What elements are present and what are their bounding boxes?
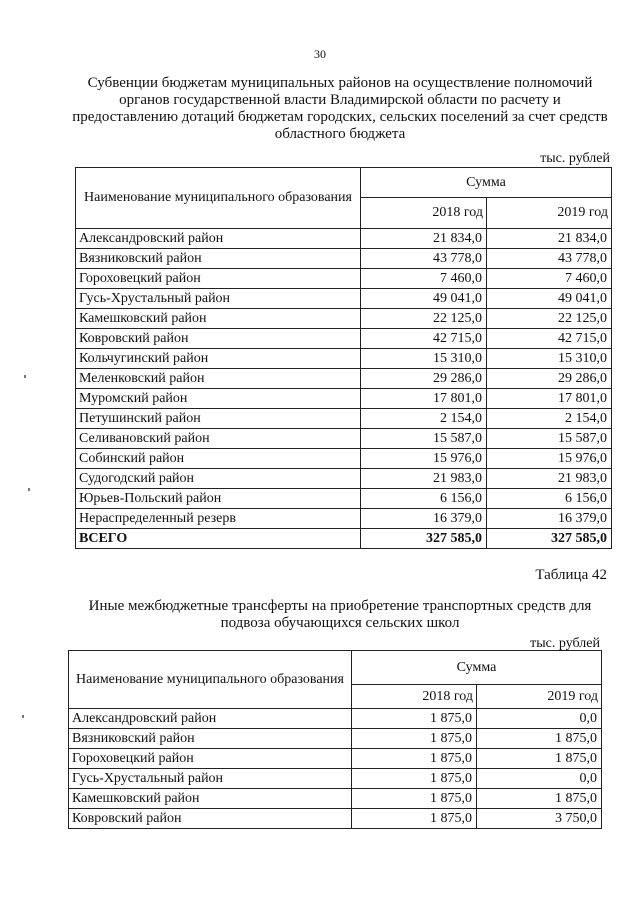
row-2019-cell: 3 750,0 xyxy=(477,809,602,829)
row-2019-cell: 16 379,0 xyxy=(487,509,612,529)
row-name-cell: Нераспределенный резерв xyxy=(76,509,361,529)
row-name-cell: Александровский район xyxy=(69,709,352,729)
row-2019-cell: 1 875,0 xyxy=(477,729,602,749)
table-row xyxy=(76,449,612,469)
row-2018-cell: 1 875,0 xyxy=(352,709,477,729)
table-row xyxy=(76,469,612,489)
row-2019-cell: 15 587,0 xyxy=(487,429,612,449)
row-2018-cell: 21 983,0 xyxy=(361,469,487,489)
row-2018-cell: 1 875,0 xyxy=(352,789,477,809)
row-2019-cell: 1 875,0 xyxy=(477,749,602,769)
row-name-cell: Камешковский район xyxy=(76,309,361,329)
row-name-cell: Александровский район xyxy=(76,229,361,249)
row-name-cell: Гороховецкий район xyxy=(76,269,361,289)
table2-sum-header: Сумма xyxy=(352,651,602,685)
row-name-cell: Гусь-Хрустальный район xyxy=(69,769,352,789)
row-name-cell: Ковровский район xyxy=(69,809,352,829)
row-2018-cell: 22 125,0 xyxy=(361,309,487,329)
row-2018-cell: 15 587,0 xyxy=(361,429,487,449)
row-name-cell: Муромский район xyxy=(76,389,361,409)
row-2018-cell: 1 875,0 xyxy=(352,749,477,769)
row-2019-cell: 42 715,0 xyxy=(487,329,612,349)
row-2018-cell: 16 379,0 xyxy=(361,509,487,529)
row-2019-cell: 0,0 xyxy=(477,769,602,789)
row-2018-cell: 1 875,0 xyxy=(352,809,477,829)
table2-body xyxy=(69,709,602,829)
table-row xyxy=(76,249,612,269)
row-2019-cell: 15 976,0 xyxy=(487,449,612,469)
total-row xyxy=(76,529,612,549)
table-row xyxy=(76,429,612,449)
table-row xyxy=(76,289,612,309)
row-name-cell: Вязниковский район xyxy=(76,249,361,269)
table-row xyxy=(69,709,602,729)
table-row xyxy=(69,749,602,769)
table1-title: Субвенции бюджетам муниципальных районов на осуществление полномочий органов государственной власти Владимирской области по расчету и предоставлению дотаций бюджетам городских, сельских поселений за счет средств областного бюджета xyxy=(72,75,608,142)
row-2019-cell: 49 041,0 xyxy=(487,289,612,309)
row-name-cell: Селивановский район xyxy=(76,429,361,449)
row-name-cell: Гороховецкий район xyxy=(69,749,352,769)
row-2018-cell: 7 460,0 xyxy=(361,269,487,289)
row-2018-cell: 29 286,0 xyxy=(361,369,487,389)
row-2018-cell: 327 585,0 xyxy=(361,529,487,549)
row-2018-cell: 6 156,0 xyxy=(361,489,487,509)
row-2018-cell: 43 778,0 xyxy=(361,249,487,269)
scan-mark xyxy=(24,375,26,378)
row-name-cell: Меленковский район xyxy=(76,369,361,389)
table-row xyxy=(76,329,612,349)
row-name-cell: Ковровский район xyxy=(76,329,361,349)
row-2019-cell: 1 875,0 xyxy=(477,789,602,809)
row-2018-cell: 49 041,0 xyxy=(361,289,487,309)
row-name-cell: Судогодский район xyxy=(76,469,361,489)
row-name-cell: Юрьев-Польский район xyxy=(76,489,361,509)
table-row xyxy=(69,809,602,829)
row-2019-cell: 21 834,0 xyxy=(487,229,612,249)
row-2018-cell: 21 834,0 xyxy=(361,229,487,249)
table1-year2-header: 2019 год xyxy=(487,198,612,229)
table-row xyxy=(76,349,612,369)
row-2018-cell: 1 875,0 xyxy=(352,769,477,789)
row-2018-cell: 2 154,0 xyxy=(361,409,487,429)
row-2019-cell: 7 460,0 xyxy=(487,269,612,289)
table-row xyxy=(76,389,612,409)
row-2018-cell: 42 715,0 xyxy=(361,329,487,349)
row-2019-cell: 17 801,0 xyxy=(487,389,612,409)
row-name-cell: ВСЕГО xyxy=(76,529,361,549)
table-row xyxy=(76,229,612,249)
scan-mark xyxy=(22,715,24,718)
table-row xyxy=(76,369,612,389)
table2-name-header: Наименование муниципального образования xyxy=(69,651,352,709)
row-name-cell: Гусь-Хрустальный район xyxy=(76,289,361,309)
table1-sum-header: Сумма xyxy=(361,168,612,198)
row-2018-cell: 17 801,0 xyxy=(361,389,487,409)
row-2019-cell: 327 585,0 xyxy=(487,529,612,549)
row-name-cell: Вязниковский район xyxy=(69,729,352,749)
row-2019-cell: 6 156,0 xyxy=(487,489,612,509)
row-2018-cell: 15 976,0 xyxy=(361,449,487,469)
scan-mark xyxy=(28,488,30,491)
row-2018-cell: 15 310,0 xyxy=(361,349,487,369)
table-row xyxy=(69,769,602,789)
row-name-cell: Кольчугинский район xyxy=(76,349,361,369)
row-name-cell: Петушинский район xyxy=(76,409,361,429)
table1 xyxy=(75,167,612,549)
table-row xyxy=(76,509,612,529)
row-2019-cell: 29 286,0 xyxy=(487,369,612,389)
table-row xyxy=(76,409,612,429)
table2-title: Иные межбюджетные трансферты на приобретение транспортных средств для подвоза обучающихся сельских школ xyxy=(88,598,592,631)
table2-year2-header: 2019 год xyxy=(477,685,602,709)
table2-number: Таблица 42 xyxy=(535,567,607,583)
row-name-cell: Собинский район xyxy=(76,449,361,469)
row-2019-cell: 0,0 xyxy=(477,709,602,729)
table2-units: тыс. рублей xyxy=(530,636,600,651)
table-row xyxy=(76,309,612,329)
row-2019-cell: 43 778,0 xyxy=(487,249,612,269)
table2-year1-header: 2018 год xyxy=(352,685,477,709)
table2 xyxy=(68,650,602,829)
table-row xyxy=(69,789,602,809)
row-2019-cell: 22 125,0 xyxy=(487,309,612,329)
row-2019-cell: 21 983,0 xyxy=(487,469,612,489)
row-name-cell: Камешковский район xyxy=(69,789,352,809)
table1-units: тыс. рублей xyxy=(540,151,610,166)
page-number: 30 xyxy=(314,47,326,61)
row-2018-cell: 1 875,0 xyxy=(352,729,477,749)
row-2019-cell: 15 310,0 xyxy=(487,349,612,369)
table1-year1-header: 2018 год xyxy=(361,198,487,229)
table-row xyxy=(76,269,612,289)
table1-body xyxy=(76,229,612,549)
table-row xyxy=(69,729,602,749)
table-row xyxy=(76,489,612,509)
row-2019-cell: 2 154,0 xyxy=(487,409,612,429)
table1-name-header: Наименование муниципального образования xyxy=(76,168,361,229)
